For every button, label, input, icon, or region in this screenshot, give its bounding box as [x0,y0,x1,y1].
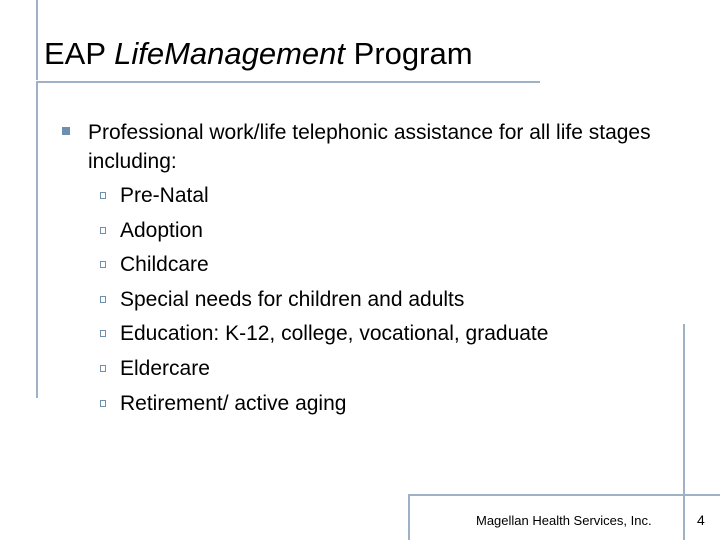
sub-bullet-label: Pre-Natal [120,184,209,207]
hollow-square-bullet-icon [100,330,106,337]
sub-bullet-label: Special needs for children and adults [120,287,465,311]
hollow-square-bullet-icon [100,400,106,407]
main-bullet-text: Professional work/life telephonic assistance for all life stages including: [88,121,651,173]
hollow-square-bullet-icon [100,261,106,268]
slide-title [44,36,473,72]
hollow-square-bullet-icon [100,192,106,199]
sub-bullet-label: Eldercare [120,356,210,380]
hollow-square-bullet-icon [100,296,106,303]
frame-line-right-bottom [683,324,685,540]
hollow-square-bullet-icon [100,365,106,372]
frame-line-left-body [36,82,38,398]
frame-line-title-underline [36,81,540,83]
title-italic: LifeManagement [114,36,346,71]
title-prefix: EAP [44,36,115,71]
page-number: 4 [697,512,705,528]
sub-bullet-label: Education: K-12, college, vocational, graduate [120,322,549,346]
title-suffix: Program [345,36,473,71]
frame-line-left-top [36,0,38,80]
sub-bullet-label: Childcare [120,253,209,277]
frame-line-footer-left [408,494,410,540]
footer-company: Magellan Health Services, Inc. [476,513,652,528]
hollow-square-bullet-icon [100,227,106,234]
frame-line-footer [408,494,720,496]
square-bullet-icon [62,127,70,135]
sub-bullet-label: Retirement/ active aging [120,391,347,415]
sub-bullet-label: Adoption [120,218,203,242]
